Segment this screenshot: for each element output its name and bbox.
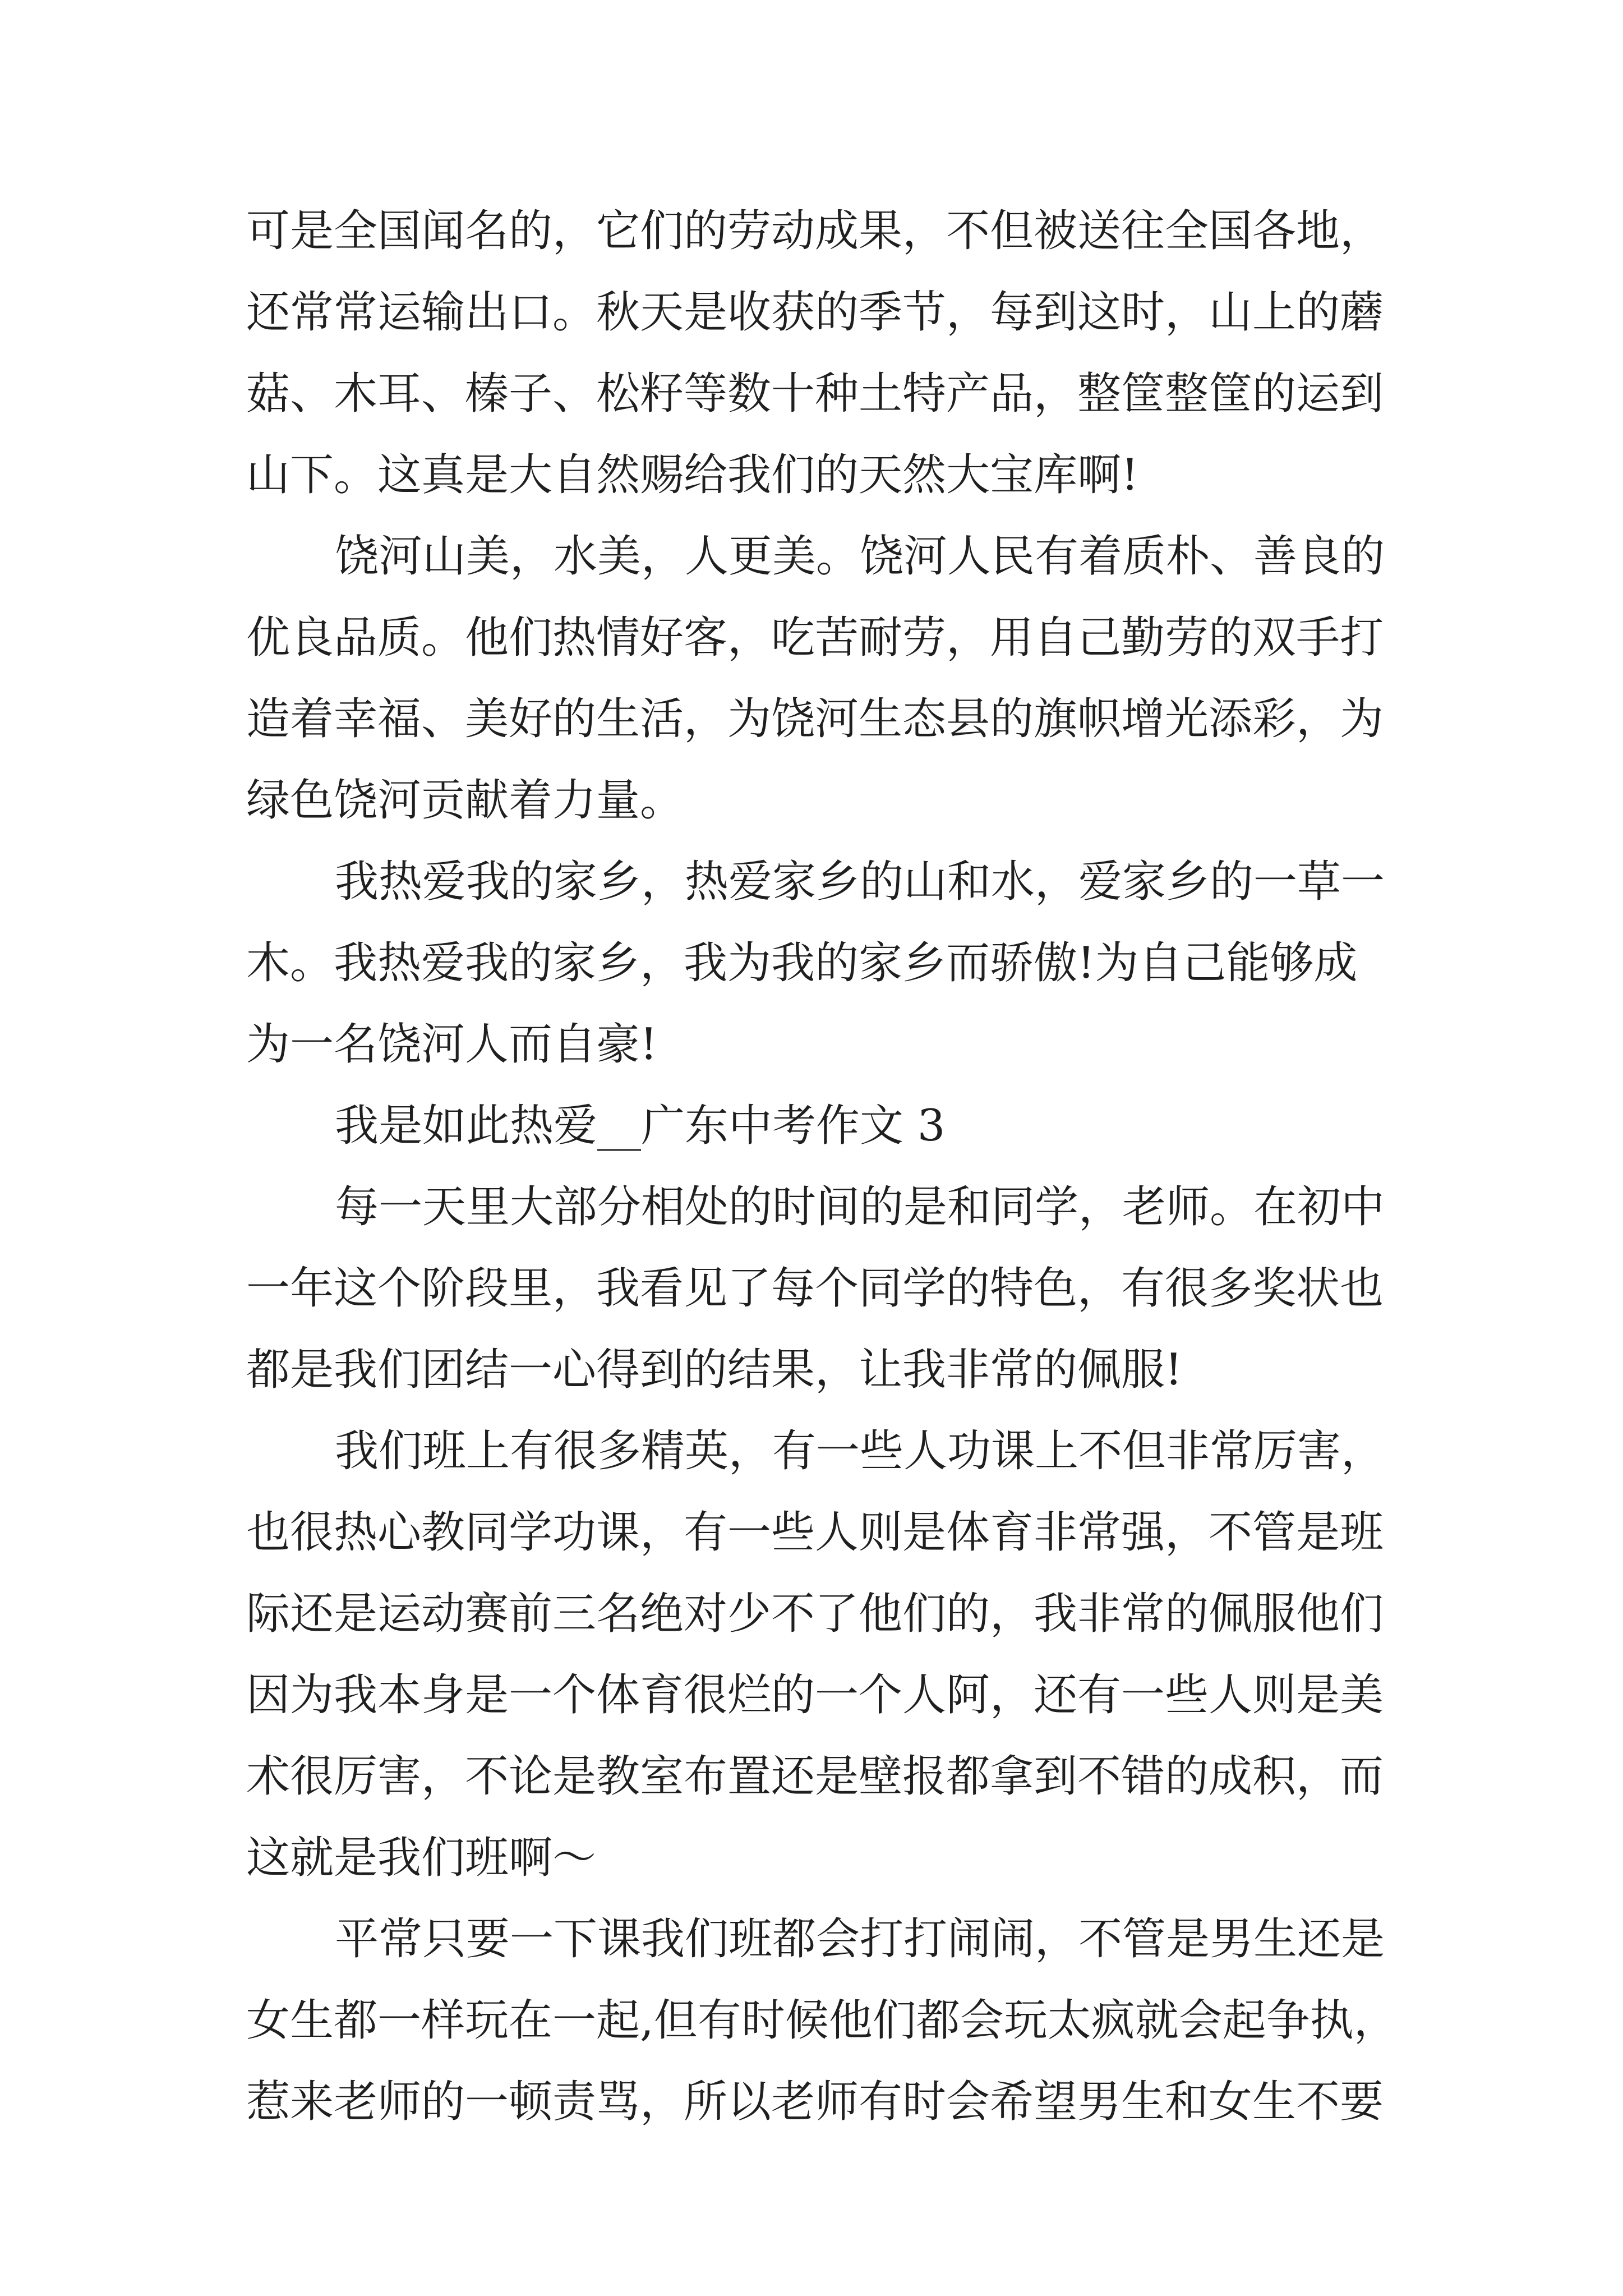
- line-text: 也很热心教同学功课，有一些人则是体育非常强，不管是班: [246, 1507, 1384, 1558]
- line-text: 还常常运输出口。秋天是收获的季节，每到这时，山上的蘑: [246, 287, 1384, 338]
- line-text: 可是全国闻名的，它们的劳动成果，不但被送往全国各地，: [246, 206, 1384, 256]
- line-text: 木。我热爱我的家乡，我为我的家乡而骄傲!为自己能够成: [246, 938, 1358, 988]
- line-text: 因为我本身是一个体育很烂的一个人阿，还有一些人则是美: [246, 1670, 1384, 1720]
- line-text: 平常只要一下课我们班都会打打闹闹，不管是男生还是: [335, 1914, 1385, 1964]
- line-text: 饶河山美，水美，人更美。饶河人民有着质朴、善良的: [335, 531, 1385, 582]
- line-text: 优良品质。他们热情好客，吃苦耐劳，用自己勤劳的双手打: [246, 613, 1384, 663]
- line-text: 际还是运动赛前三名绝对少不了他们的，我非常的佩服他们: [246, 1589, 1384, 1639]
- line-text: 一年这个阶段里，我看见了每个同学的特色，有很多奖状也: [246, 1263, 1384, 1314]
- line-text: 这就是我们班啊～: [246, 1833, 597, 1883]
- line-text: 每一天里大部分相处的时间的是和同学，老师。在初中: [335, 1182, 1385, 1232]
- line-text: 我热爱我的家乡，热爱家乡的山和水，爱家乡的一草一: [335, 857, 1385, 907]
- line-text: 女生都一样玩在一起,但有时候他们都会玩太疯就会起争执，: [246, 1995, 1398, 2046]
- section-heading: 我是如此热爱__广东中考作文 3: [335, 1101, 946, 1151]
- line-text: 造着幸福、美好的生活，为饶河生态县的旗帜增光添彩，为: [246, 694, 1384, 744]
- line-text: 惹来老师的一顿责骂，所以老师有时会希望男生和女生不要: [246, 2077, 1384, 2127]
- line-text: 为一名饶河人而自豪!: [246, 1019, 658, 1070]
- line-text: 术很厉害，不论是教室布置还是壁报都拿到不错的成积，而: [246, 1751, 1384, 1802]
- line-text: 山下。这真是大自然赐给我们的天然大宝库啊!: [246, 450, 1139, 500]
- line-text: 菇、木耳、榛子、松籽等数十种土特产品，整筐整筐的运到: [246, 369, 1384, 419]
- line-text: 我们班上有很多精英，有一些人功课上不但非常厉害，: [335, 1426, 1385, 1476]
- line-text: 绿色饶河贡献着力量。: [246, 775, 684, 826]
- line-text: 都是我们团结一心得到的结果，让我非常的佩服!: [246, 1345, 1183, 1395]
